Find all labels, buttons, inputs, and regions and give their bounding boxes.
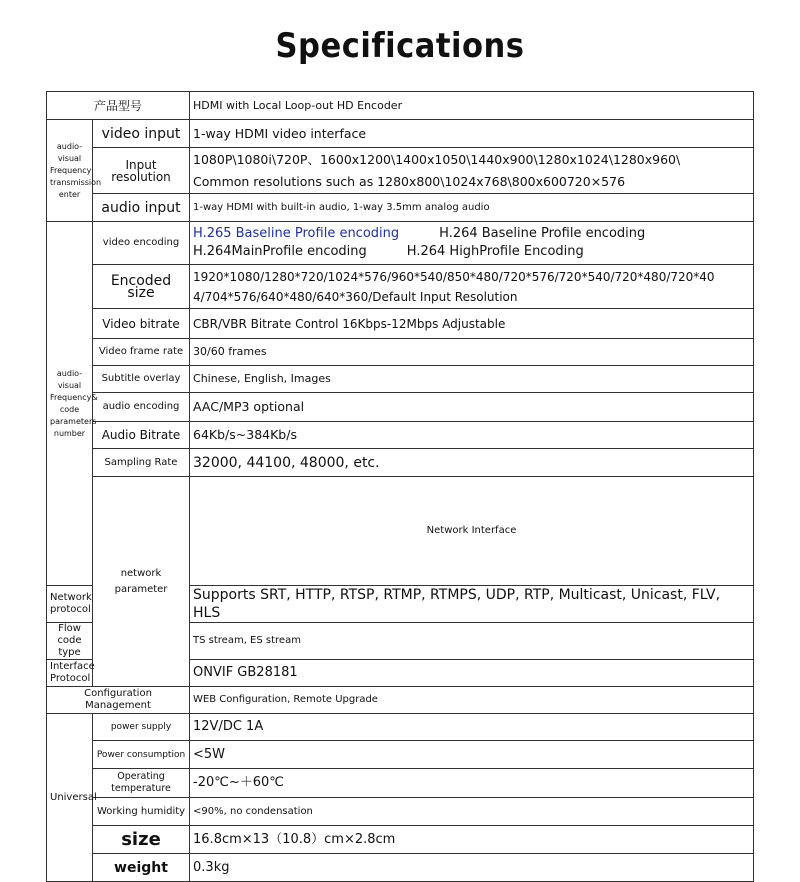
audio-input-value: 1-way HDMI with built-in audio, 1-way 3.5mm analog audio — [190, 194, 754, 222]
power-supply-label: power supply — [93, 714, 190, 741]
table-row — [47, 265, 754, 309]
operating-temperature-value: -20℃~＋60℃ — [190, 769, 754, 798]
encoded-size-line-2: 4/704*576/640*480/640*360/Default Input Resolution — [193, 289, 518, 304]
table-row — [47, 422, 754, 449]
group-av-transmission: audio-visual Frequency transmission enter — [47, 120, 93, 222]
group-network-parameter: network parameter — [93, 477, 190, 687]
table-row — [47, 769, 754, 798]
table-row — [47, 366, 754, 393]
power-supply-value: 12V/DC 1A — [190, 714, 754, 741]
table-row — [47, 222, 754, 265]
interface-protocol-value: ONVIF GB28181 — [190, 660, 754, 687]
network-protocol-label: Network protocol — [47, 586, 93, 623]
video-input-value: 1-way HDMI video interface — [190, 120, 754, 148]
audio-input-label: audio input — [93, 194, 190, 222]
page-title: Specifications — [275, 26, 525, 66]
table-row — [47, 309, 754, 339]
table-row — [47, 120, 754, 148]
table-row — [47, 798, 754, 826]
audio-encoding-value: AAC/MP3 optional — [190, 393, 754, 422]
audio-encoding-label: audio encoding — [93, 393, 190, 422]
video-bitrate-value: CBR/VBR Bitrate Control 16Kbps-12Mbps Adjustable — [190, 309, 754, 339]
sampling-rate-value: 32000, 44100, 48000, etc. — [190, 449, 754, 477]
sampling-rate-label: Sampling Rate — [93, 449, 190, 477]
subtitle-overlay-label: Subtitle overlay — [93, 366, 190, 393]
table-row — [47, 854, 754, 882]
frame-rate-label: Video frame rate — [93, 339, 190, 366]
config-management-label: Configuration Management — [47, 687, 190, 714]
video-encoding-value — [190, 222, 754, 265]
working-humidity-value: <90%, no condensation — [190, 798, 754, 826]
table-row — [47, 393, 754, 422]
table-row — [47, 194, 754, 222]
table-row — [47, 477, 754, 586]
subtitle-overlay-value: Chinese, English, Images — [190, 366, 754, 393]
video-encoding-option: H.264MainProfile encoding — [193, 244, 367, 259]
input-resolution-value — [190, 148, 754, 194]
flow-code-type-value: TS stream, ES stream — [190, 623, 754, 660]
input-resolution-line-1: 1080P\1080i\720P、1600x1200\1400x1050\1440x900\1280x1024\1280x960\ — [193, 151, 681, 167]
config-management-value: WEB Configuration, Remote Upgrade — [190, 687, 754, 714]
table-row — [47, 339, 754, 366]
group-universal: Universal — [47, 714, 93, 882]
group-codec-parameters: audio-visual Frequency& code parameters number — [47, 222, 93, 586]
network-interface-label: Network Interface — [190, 477, 754, 586]
video-input-label: video input — [93, 120, 190, 148]
table-row — [47, 687, 754, 714]
video-encoding-option: H.264 Baseline Profile encoding — [439, 226, 646, 241]
audio-bitrate-value: 64Kb/s~384Kb/s — [190, 422, 754, 449]
input-resolution-label: Input resolution — [93, 148, 190, 194]
interface-protocol-label: Interface Protocol — [47, 660, 93, 687]
video-bitrate-label: Video bitrate — [93, 309, 190, 339]
frame-rate-value: 30/60 frames — [190, 339, 754, 366]
power-consumption-value: <5W — [190, 741, 754, 769]
table-row — [47, 714, 754, 741]
weight-value: 0.3kg — [190, 854, 754, 882]
video-encoding-option: H.264 HighProfile Encoding — [406, 244, 584, 259]
table-row — [47, 741, 754, 769]
power-consumption-label: Power consumption — [93, 741, 190, 769]
table-row — [47, 449, 754, 477]
model-value: HDMI with Local Loop-out HD Encoder — [190, 92, 754, 120]
encoded-size-label: Encoded size — [93, 265, 190, 309]
table-row — [47, 826, 754, 854]
input-resolution-line-2: Common resolutions such as 1280x800\1024x768\800x600720×576 — [193, 173, 626, 189]
operating-temperature-label: Operating temperature — [93, 769, 190, 798]
model-label: 产品型号 — [47, 92, 190, 120]
weight-label: weight — [93, 854, 190, 882]
encoded-size-line-1: 1920*1080/1280*720/1024*576/960*540/850*480/720*576/720*540/720*480/720*40 — [193, 269, 715, 284]
size-value: 16.8cm×13（10.8）cm×2.8cm — [190, 826, 754, 854]
encoded-size-value — [190, 265, 754, 309]
video-encoding-label: video encoding — [93, 222, 190, 265]
specifications-table — [46, 91, 754, 882]
working-humidity-label: Working humidity — [93, 798, 190, 826]
audio-bitrate-label: Audio Bitrate — [93, 422, 190, 449]
network-protocol-value: Supports SRT, HTTP, RTSP, RTMP, RTMPS, UDP, RTP, Multicast, Unicast, FLV, HLS — [190, 586, 754, 623]
video-encoding-option: H.265 Baseline Profile encoding — [193, 226, 400, 241]
flow-code-type-label: Flow code type — [47, 623, 93, 660]
size-label: size — [93, 826, 190, 854]
table-row — [47, 92, 754, 120]
table-row — [47, 148, 754, 194]
